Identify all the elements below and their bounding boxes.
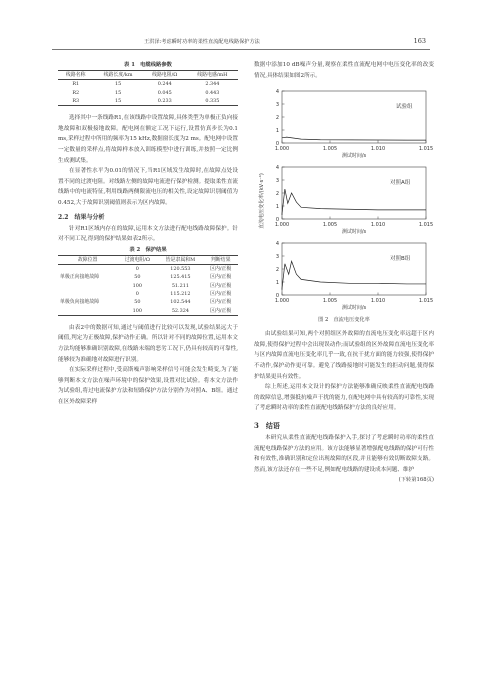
chart-xlabel: 测试时间/s — [341, 305, 367, 312]
y-tick-label: 4 — [275, 88, 279, 95]
table-cell: 区内/正极 — [210, 307, 232, 314]
table1-caption: 表 1 电缆线路参数 — [124, 62, 172, 68]
y-tick-label: 4 — [275, 164, 279, 171]
table1-header: 线路电阻/Ω — [143, 71, 187, 80]
table-cell: 100 — [132, 282, 142, 289]
table-cell: 51.211 — [171, 282, 189, 289]
y-tick-label: 2 — [275, 266, 279, 273]
x-tick-label: 1.010 — [370, 222, 386, 229]
table2 — [58, 255, 238, 316]
table-cell: 0.443 — [205, 89, 220, 96]
panel-frame — [282, 91, 426, 143]
x-tick-label: 1.005 — [322, 298, 338, 305]
series-line — [282, 189, 426, 215]
table-cell: 0 — [135, 290, 139, 297]
body-paragraph: 选择其中一条线路R1,在该线路中设置故障,具体类型为单极正负向接地故障和双极接地故障。配电网在额定工况下运行,设置仿真步长为0.1 ms,采样过程中所用的频率为15 kHz,数据窗长度为2 ms。配电网中设置一定数量的采样点,将故障样本放入训练模型中进行训练,并按照一定比例生成测试集。 — [58, 115, 238, 164]
right-column — [254, 60, 434, 486]
left-column — [58, 60, 238, 408]
series-line — [282, 261, 426, 290]
y-tick-label: 1 — [275, 127, 279, 134]
table-cell: 区内/正极 — [210, 290, 232, 297]
table-cell: 50 — [134, 274, 141, 281]
table-cell: 0 — [135, 266, 139, 273]
y-tick-label: 0 — [275, 140, 279, 147]
body-paragraph: 针对R1区域内存在的故障,运用本文方法进行配电线路故障保护。针对不同工况,得到的保护结果如表2所示。 — [58, 225, 238, 243]
body-paragraph: 数据中添加10 dB噪声分量,观察在柔性直流配电网中电压变化率的改变情况,具体结果如图2所示。 — [254, 62, 434, 79]
y-tick-label: 0 — [275, 216, 279, 223]
table1-header-row — [58, 71, 238, 80]
table-cell: R1 — [72, 81, 80, 88]
table2-header: 判断结果 — [203, 255, 238, 264]
series-line — [282, 137, 426, 140]
continuation-note: (下转第168页) — [398, 477, 434, 484]
table-cell: 120.553 — [170, 266, 191, 273]
table-cell: 区内/正极 — [210, 299, 232, 306]
chart-xlabel: 测试时间/s — [341, 229, 367, 236]
table-cell: 0.233 — [157, 97, 172, 104]
panel-label: 对照A组 — [390, 180, 411, 187]
table-cell: 0.335 — [205, 97, 220, 104]
running-header — [52, 36, 430, 50]
table-cell: 0.244 — [157, 81, 172, 88]
table-cell: 50 — [134, 299, 141, 306]
chart-xlabel: 测试时间/s — [341, 153, 367, 160]
chart-ylabel: 直流电压变化率/(kV·s⁻¹) — [259, 173, 265, 230]
x-tick-label: 1.010 — [370, 146, 386, 153]
table1-header: 线路电感/mH — [187, 71, 238, 80]
fault-position-cell: 单极负向接地故障 — [60, 299, 100, 306]
panel-frame — [282, 243, 426, 295]
body-paragraph: 本研究从柔性直流配电线路保护入手,探讨了考虑瞬时功率的柔性直流配电线路保护方法的应用。该方法能够显著增强配电线路的保护可行性和有效性,准确识别和定位出现故障的区段,并且能够有效切断故障支路。然而,该方法还存在一些不足,例如配电线路的建设成本问题、维护 — [254, 434, 434, 473]
x-tick-label: 1.005 — [322, 146, 338, 153]
panel-frame — [282, 167, 426, 219]
table2-header: 故障位置 — [58, 255, 117, 264]
y-tick-label: 1 — [275, 203, 279, 210]
header-title: 王洪泽:考虑瞬时功率的柔性直流配电线路保护方法 — [144, 39, 260, 45]
figure-2 — [254, 83, 434, 315]
voltage-rate-chart — [254, 83, 434, 315]
body-paragraph: 由试验结果可知,两个对照组区外故障的直流电压变化率远超于区内故障,使得保护过程中会出现误动作;而试验组的区外故障直流电压变化率与区内故障直流电压变化率几乎一致,在抗干扰方面的能力较强,使得保护不动作,保护动作更可靠。避免了线路接地时可能发生的拒动问题,使得保护结果更具有效性。 — [254, 331, 434, 380]
table-cell: 102.544 — [170, 299, 191, 306]
x-tick-label: 1.000 — [274, 298, 290, 305]
table-row — [58, 80, 238, 89]
table-cell: 区内/正极 — [210, 266, 232, 273]
table-row — [58, 89, 238, 97]
table-cell: 区内/正极 — [210, 282, 232, 289]
x-tick-label: 1.000 — [274, 146, 290, 153]
section-heading: 3 结语 — [254, 420, 280, 430]
table-cell: 2.344 — [205, 81, 220, 88]
y-tick-label: 1 — [275, 279, 279, 286]
table1-header: 线路长度/km — [93, 71, 142, 80]
table-cell: 125.415 — [170, 274, 191, 281]
table-row — [58, 265, 238, 274]
table-cell: 区内/正极 — [210, 274, 232, 281]
body-paragraph: 由表2中的数据可知,通过与阈值进行比较可以发现,试验结果远大于阈值,判定为正极故障,保护动作正确。所以针对不同的故障位置,运用本文方法均能够准确识别故障,在线路末端的恶劣工况下,仍具有较高的可靠性,能够较为准确地对故障进行识别。 — [58, 324, 238, 363]
table-cell: 115.212 — [170, 290, 191, 297]
table-cell: 15 — [114, 81, 122, 88]
y-tick-label: 0 — [275, 292, 279, 299]
table2-header: 过渡电阻/Ω — [117, 255, 157, 264]
y-tick-label: 4 — [275, 240, 279, 247]
figure-caption: 图 2 直流电压变化率 — [318, 317, 370, 324]
page-number: 163 — [413, 37, 426, 45]
panel-label: 试验组 — [396, 104, 413, 111]
x-tick-label: 1.005 — [322, 222, 338, 229]
table2-header: 皆是隶属和M — [157, 255, 203, 264]
x-tick-label: 1.015 — [418, 298, 434, 305]
y-tick-label: 2 — [275, 190, 279, 197]
table2-caption: 表 2 保护结果 — [129, 246, 167, 253]
x-tick-label: 1.015 — [418, 222, 434, 229]
section-heading: 2.2 结果与分析 — [58, 213, 105, 221]
table1 — [58, 70, 238, 106]
y-tick-label: 3 — [275, 253, 279, 260]
table-cell: 100 — [132, 307, 142, 314]
body-paragraph: 在实际采样过程中,受高斯噪声影响采样信号可能会发生畸变,为了能够判断本文方法在噪声环境中的保护效果,设置对比试验。将本文方法作为试验组,将过电流保护方法和短路保护方法分别作为对照A、B组。通过在区外故障采样 — [58, 367, 238, 405]
table-cell: R3 — [72, 97, 80, 104]
fault-position-cell: 单极正向接地故障 — [60, 274, 100, 281]
table-cell: 15 — [114, 97, 122, 104]
table-cell: 52.324 — [171, 307, 189, 314]
x-tick-label: 1.010 — [370, 298, 386, 305]
panel-label: 对照B组 — [390, 256, 411, 263]
y-tick-label: 2 — [275, 114, 279, 121]
table2-header-row — [58, 255, 238, 264]
table-cell: R2 — [72, 89, 80, 96]
y-tick-label: 3 — [275, 101, 279, 108]
table-row — [58, 290, 238, 298]
x-tick-label: 1.000 — [274, 222, 290, 229]
table-cell: 15 — [114, 89, 122, 96]
y-tick-label: 3 — [275, 177, 279, 184]
body-paragraph: 综上所述,运用本文设计的保护方法能够准确反映柔性直流配电线路的故障信息,增强抵抗噪声干扰的能力,在配电网中具有较高的可靠性,实现了考虑瞬时功率的柔性直流配电线路保护方法的良好应用。 — [254, 384, 434, 412]
table-cell: 0.045 — [157, 89, 172, 96]
table1-header: 线路名称 — [58, 71, 93, 80]
x-tick-label: 1.015 — [418, 146, 434, 153]
body-paragraph: 在显著性水平为0.01的情况下,当R1区域发生故障时,在故障点处设置不同的过渡电阻。对线路左侧的故障电流进行保护检测。提取柔性直流线路中的电流特征,利用线路两侧限流电压的相关性,设定故障识别阈值为0.452,大于故障识别阈值则表示为区内故障。 — [58, 168, 238, 206]
table-row — [58, 97, 238, 106]
